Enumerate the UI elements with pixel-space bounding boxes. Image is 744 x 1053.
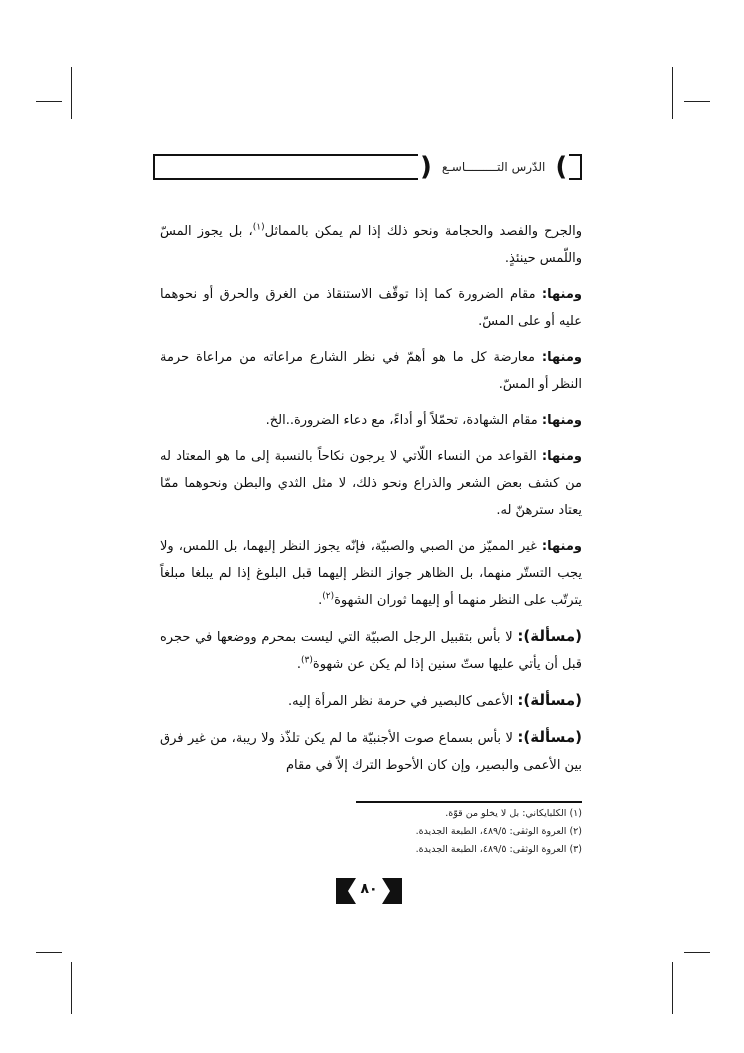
paragraph — [160, 218, 582, 272]
footnote-item: (٣) العروة الوثقى: ٤٨٩/٥، الطبعة الجديدة. — [415, 844, 582, 855]
paragraph-tail: . — [318, 593, 323, 608]
paragraph-text: غير المميّز من الصبي والصبيّة، فإنّه يجوز النظر إليهما، بل اللمس، ولا يجب التستّر منهما، بل الظاهر جواز النظر إليهما قبل البلوغ إذا لم يبلغا مبلغاً يترتّب على النظر منهما أو إليهما ثوران الشهوة — [160, 539, 582, 608]
paragraph — [160, 533, 582, 614]
paragraph — [160, 344, 582, 398]
paragraph-text: معارضة كل ما هو أهمّ في نظر الشارع مراعاته من مراعاة حرمة النظر أو المسّ. — [160, 350, 582, 392]
footnote-ref[interactable]: (١) — [252, 222, 265, 233]
footnote-rule — [356, 801, 582, 803]
footnotes — [356, 805, 582, 859]
paragraph — [160, 281, 582, 335]
paragraph-text: الأعمى كالبصير في حرمة نظر المرأة إليه. — [287, 694, 518, 709]
paragraph-tail: . — [296, 657, 302, 672]
paragraph — [160, 407, 582, 434]
paragraph-lead: ومنها: — [541, 287, 582, 302]
issue-label: (مسألة): — [517, 728, 582, 746]
paragraph-text: مقام الشهادة، تحمّلاً أو أداءً، مع دعاء الضرورة..الخ. — [265, 413, 542, 428]
paragraph-text: مقام الضرورة كما إذا توقّف الاستنقاذ من الغرق والحرق أو نحوهما عليه أو على المسّ. — [160, 287, 582, 329]
crop-mark — [672, 67, 673, 119]
paragraph-text: القواعد من النساء اللّاتي لا يرجون نكاحاً بالنسبة إلى ما هو المعتاد له من كشف بعض الشعر والذراع ونحو ذلك، لا مثل الثدي والبطن ونحوهما ممّا يعتاد سترهنّ له. — [160, 449, 582, 518]
header-paren-right: ( — [555, 152, 568, 182]
paragraph-lead: ومنها: — [541, 350, 582, 365]
chapter-title: الدّرس التـــــــــاسـع — [441, 160, 546, 174]
paragraph-lead: ومنها: — [541, 449, 582, 464]
footnote-ref[interactable]: (٣) — [301, 655, 313, 666]
crop-mark — [36, 101, 62, 102]
paragraph — [160, 443, 582, 524]
page-number-box — [336, 878, 402, 904]
header-paren-left: ) — [420, 152, 432, 182]
paragraph-text: لا بأس بتقبيل الرجل الصبيّة التي ليست بمحرم ووضعها في حجره قبل أن يأتي عليها ستّ سنين إذا لم يكن عن شهوة — [160, 630, 582, 672]
crop-mark — [684, 952, 710, 953]
page-number: ٨٠ — [360, 881, 378, 897]
paragraph — [160, 687, 582, 715]
paragraph — [160, 623, 582, 678]
footnote-item: (٢) العروة الوثقى: ٤٨٩/٥، الطبعة الجديدة. — [415, 826, 582, 837]
crop-mark — [672, 962, 673, 1014]
footnote-ref[interactable]: (٢) — [322, 591, 335, 602]
paragraph-tail: ، بل يجوز المسّ واللّمس حينئذٍ. — [160, 224, 582, 266]
paragraph-lead: ومنها: — [541, 413, 582, 428]
paragraph-text: والجرح والفصد والحجامة ونحو ذلك إذا لم يمكن بالمماثل — [264, 224, 582, 239]
issue-label: (مسألة): — [517, 627, 582, 645]
crop-mark — [71, 67, 72, 119]
main-text — [160, 218, 582, 788]
running-header — [418, 151, 569, 183]
paragraph — [160, 724, 582, 779]
paragraph-text: لا بأس بسماع صوت الأجنبيّة ما لم يكن تلذّذ ولا ريبة، من غير فرق بين الأعمى والبصير، وإن كان الأحوط الترك إلاّ في مقام — [160, 731, 582, 773]
crop-mark — [36, 952, 62, 953]
issue-label: (مسألة): — [517, 691, 582, 709]
paragraph-lead: ومنها: — [541, 539, 582, 554]
crop-mark — [684, 101, 710, 102]
crop-mark — [71, 962, 72, 1014]
footnote-item: (١) الكلبايكاني: بل لا يخلو من قوّة. — [445, 808, 582, 819]
